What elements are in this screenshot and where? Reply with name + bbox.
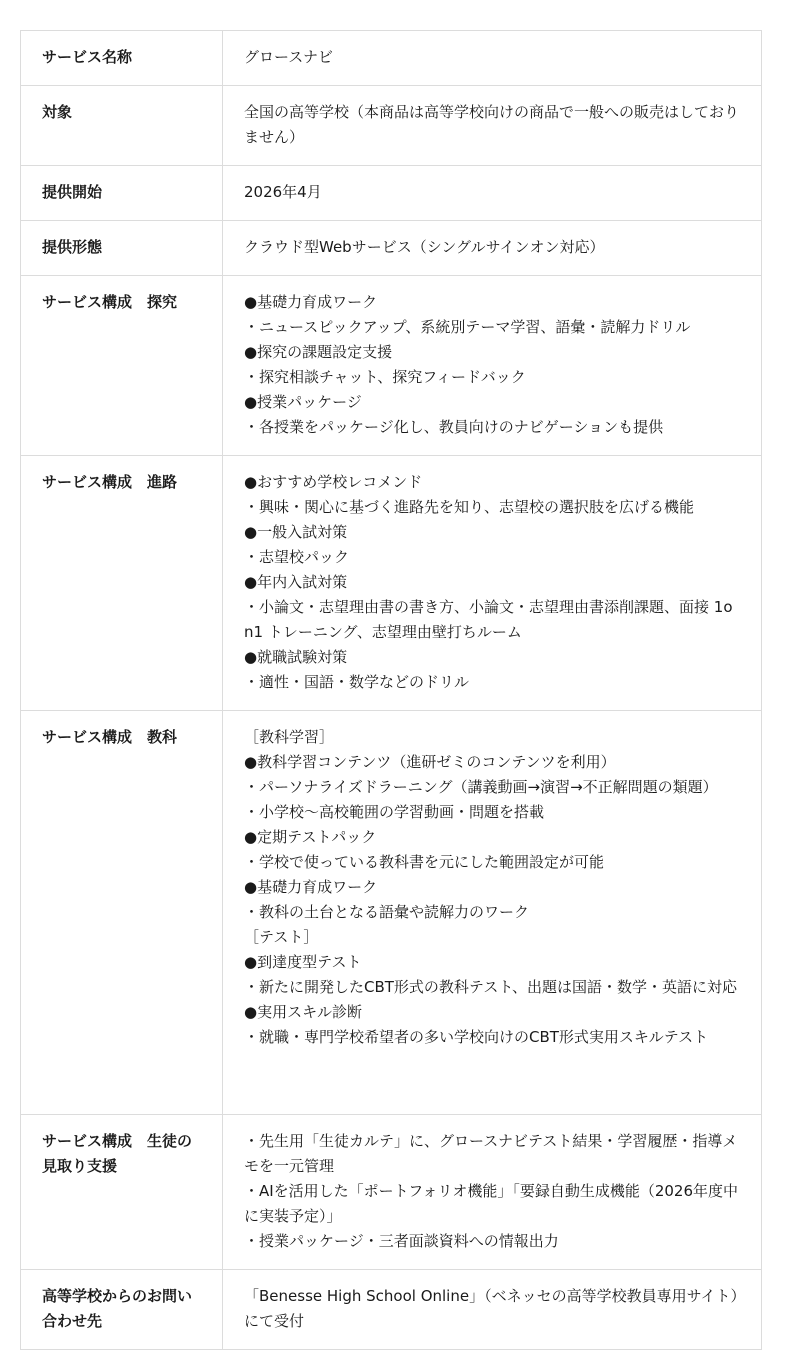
spec-row-value (223, 31, 762, 86)
service-spec-table (20, 30, 762, 1350)
spec-row-value (223, 166, 762, 221)
spec-row-value (223, 276, 762, 456)
service-spec-table-container (20, 30, 762, 1350)
spec-row-label: 提供開始 (21, 166, 223, 221)
spec-value-line: ●到達度型テスト (244, 953, 362, 971)
spec-row (21, 86, 762, 166)
spec-value-line: ・興味・関心に基づく進路先を知り、志望校の選択肢を広げる機能 (244, 498, 695, 516)
spec-value-line: ・小論文・志望理由書の書き方、小論文・志望理由書添削課題、面接 1on1 トレーニング、志望理由壁打ちルーム (244, 598, 733, 641)
spec-row-label: サービス構成 進路 (21, 456, 223, 711)
spec-value-line: ・ニュースピックアップ、系統別テーマ学習、語彙・読解力ドリル (244, 318, 691, 336)
spec-row-label: サービス構成 生徒の見取り支援 (21, 1115, 223, 1270)
spec-row (21, 456, 762, 711)
spec-value-line: ●実用スキル診断 (244, 1003, 362, 1021)
spec-row (21, 31, 762, 86)
spec-row-value (223, 221, 762, 276)
spec-value-line: クラウド型Webサービス（シングルサインオン対応） (244, 238, 605, 256)
spec-value-line: ［テスト］ (244, 928, 319, 946)
spec-value-line: ・探究相談チャット、探究フィードバック (244, 368, 526, 386)
spec-row-label: 対象 (21, 86, 223, 166)
spec-value-line: ・小学校～高校範囲の学習動画・問題を搭載 (244, 803, 545, 821)
spec-row (21, 166, 762, 221)
spec-value-line: ・パーソナライズドラーニング（講義動画→演習→不正解問題の類題） (244, 778, 718, 796)
spec-value-line: ●基礎力育成ワーク (244, 878, 378, 896)
spec-value-line: ●定期テストパック (244, 828, 377, 846)
spec-value-line: ●探究の課題設定支援 (244, 343, 393, 361)
spec-value-line: ●年内入試対策 (244, 573, 348, 591)
spec-value-line: ●一般入試対策 (244, 523, 348, 541)
spec-row (21, 276, 762, 456)
spec-value-line: ・先生用「生徒カルテ」に、グロースナビテスト結果・学習履歴・指導メモを一元管理 (244, 1132, 738, 1175)
spec-value-line: ●就職試験対策 (244, 648, 348, 666)
spec-row-label: サービス構成 探究 (21, 276, 223, 456)
spec-value-line: ●教科学習コンテンツ（進研ゼミのコンテンツを利用） (244, 753, 616, 771)
spec-value-line: 「Benesse High School Online」（ベネッセの高等学校教員専用サイト）にて受付 (244, 1287, 739, 1330)
spec-value-line: ●おすすめ学校レコメンド (244, 473, 423, 491)
spec-value-line: ・志望校パック (244, 548, 350, 566)
service-spec-table-body (21, 31, 762, 1350)
spec-row-value (223, 86, 762, 166)
spec-row-label: 提供形態 (21, 221, 223, 276)
spec-value-line: 全国の高等学校（本商品は高等学校向けの商品で一般への販売はしておりません） (244, 103, 740, 146)
spec-row-label: サービス名称 (21, 31, 223, 86)
spec-row-value (223, 1270, 762, 1350)
spec-row (21, 711, 762, 1115)
spec-value-line: ・AIを活用した「ポートフォリオ機能」「要録自動生成機能（2026年度中に実装予定）」 (244, 1182, 739, 1225)
spec-value-line: ●基礎力育成ワーク (244, 293, 378, 311)
spec-row-label: サービス構成 教科 (21, 711, 223, 1115)
spec-row (21, 1270, 762, 1350)
spec-value-line: ・適性・国語・数学などのドリル (244, 673, 470, 691)
spec-value-line: ●授業パッケージ (244, 393, 362, 411)
spec-value-line: 2026年4月 (244, 183, 322, 201)
spec-row-label: 高等学校からのお問い合わせ先 (21, 1270, 223, 1350)
spec-value-line: ・授業パッケージ・三者面談資料への情報出力 (244, 1232, 559, 1250)
spec-value-line: ・就職・専門学校希望者の多い学校向けのCBT形式実用スキルテスト (244, 1028, 709, 1046)
spec-row-value (223, 711, 762, 1115)
spec-row (21, 1115, 762, 1270)
spec-value-line: ・学校で使っている教科書を元にした範囲設定が可能 (244, 853, 605, 871)
spec-value-line: ［教科学習］ (244, 728, 335, 746)
spec-value-line: ・各授業をパッケージ化し、教員向けのナビゲーションも提供 (244, 418, 664, 436)
spec-value-line: ・新たに開発したCBT形式の教科テスト、出題は国語・数学・英語に対応 (244, 978, 737, 996)
spec-value-line: ・教科の土台となる語彙や読解力のワーク (244, 903, 530, 921)
spec-row-value (223, 456, 762, 711)
spec-value-line: グロースナビ (244, 48, 333, 66)
spec-row-value (223, 1115, 762, 1270)
spec-row (21, 221, 762, 276)
